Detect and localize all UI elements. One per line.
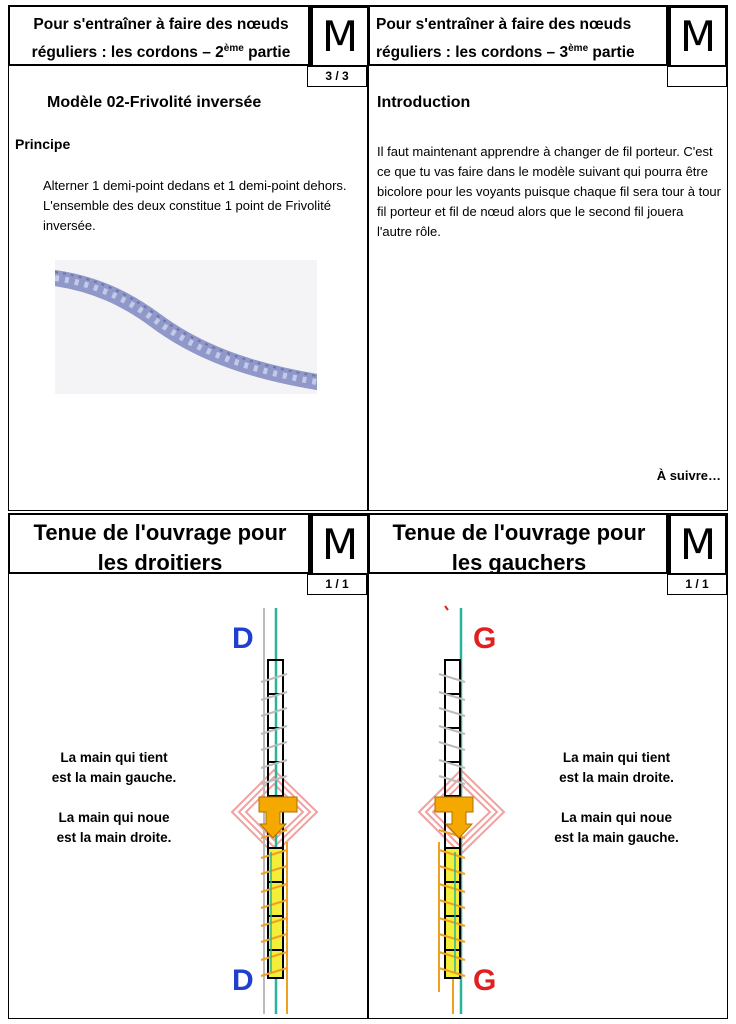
header-title: Tenue de l'ouvrage pour les droitiers: [33, 520, 287, 574]
card-body: [8, 66, 368, 511]
page-number: 1 / 1: [307, 574, 367, 595]
letter-top: D: [232, 622, 254, 655]
section-title: Principe: [15, 136, 71, 152]
intro-title: Introduction: [377, 94, 471, 111]
page-number: 1 / 1: [667, 574, 727, 595]
logo-m: M: [668, 5, 728, 68]
logo-m: M: [310, 513, 370, 576]
card-gauchers: [368, 513, 728, 1019]
header-title: Pour s'entraîner à faire des nœuds réguliers : les cordons – 3ème partie: [376, 16, 635, 62]
letter-bottom: G: [473, 964, 497, 997]
logo-m: M: [310, 5, 370, 68]
header-title: Pour s'entraîner à faire des nœuds réguliers : les cordons – 2ème partie: [31, 16, 291, 62]
letter-top: G: [473, 622, 497, 655]
card-droitiers: [8, 513, 368, 1019]
knot-diagram-left: [399, 602, 519, 1016]
hold-hand-text: La main qui tient est la main gauche.: [51, 750, 177, 785]
hold-hand-text: La main qui tient est la main droite.: [559, 750, 674, 785]
principle-text: Alterner 1 demi-point dedans et 1 demi-point dehors. L'ensemble des deux constitue 1 point de Frivolité inversée.: [43, 178, 347, 233]
knot-hand-text: La main qui noue est la main gauche.: [554, 810, 679, 845]
cord-photo: [55, 260, 317, 394]
card-header: [368, 513, 668, 574]
knot-diagram-right: [217, 602, 327, 1016]
knot-hand-text: La main qui noue est la main droite.: [56, 810, 172, 845]
card-body: [368, 574, 728, 1019]
card-body: [368, 66, 728, 511]
continue-label: À suivre…: [656, 468, 721, 483]
logo-m: M: [668, 513, 728, 576]
card-body: [8, 574, 368, 1019]
card-introduction: [368, 5, 728, 511]
page-number-box: [667, 66, 727, 87]
card-header: [368, 5, 668, 66]
card-header: [8, 513, 310, 574]
page-number: 3 / 3: [307, 66, 367, 87]
card-modele-02: [8, 5, 368, 511]
letter-bottom: D: [232, 964, 254, 997]
header-title: Tenue de l'ouvrage pour les gauchers: [392, 520, 646, 574]
intro-text: Il faut maintenant apprendre à changer de fil porteur. C'est ce que tu vas faire dans le modèle suivant qui pourra être bicolore pour les voyants puisque chaque fil sera tour à tour fil porteur et fil de nœud alors que le second fil jouera l'autre rôle.: [377, 144, 721, 239]
model-title: Modèle 02-Frivolité inversée: [47, 94, 262, 111]
card-header: [8, 5, 310, 66]
